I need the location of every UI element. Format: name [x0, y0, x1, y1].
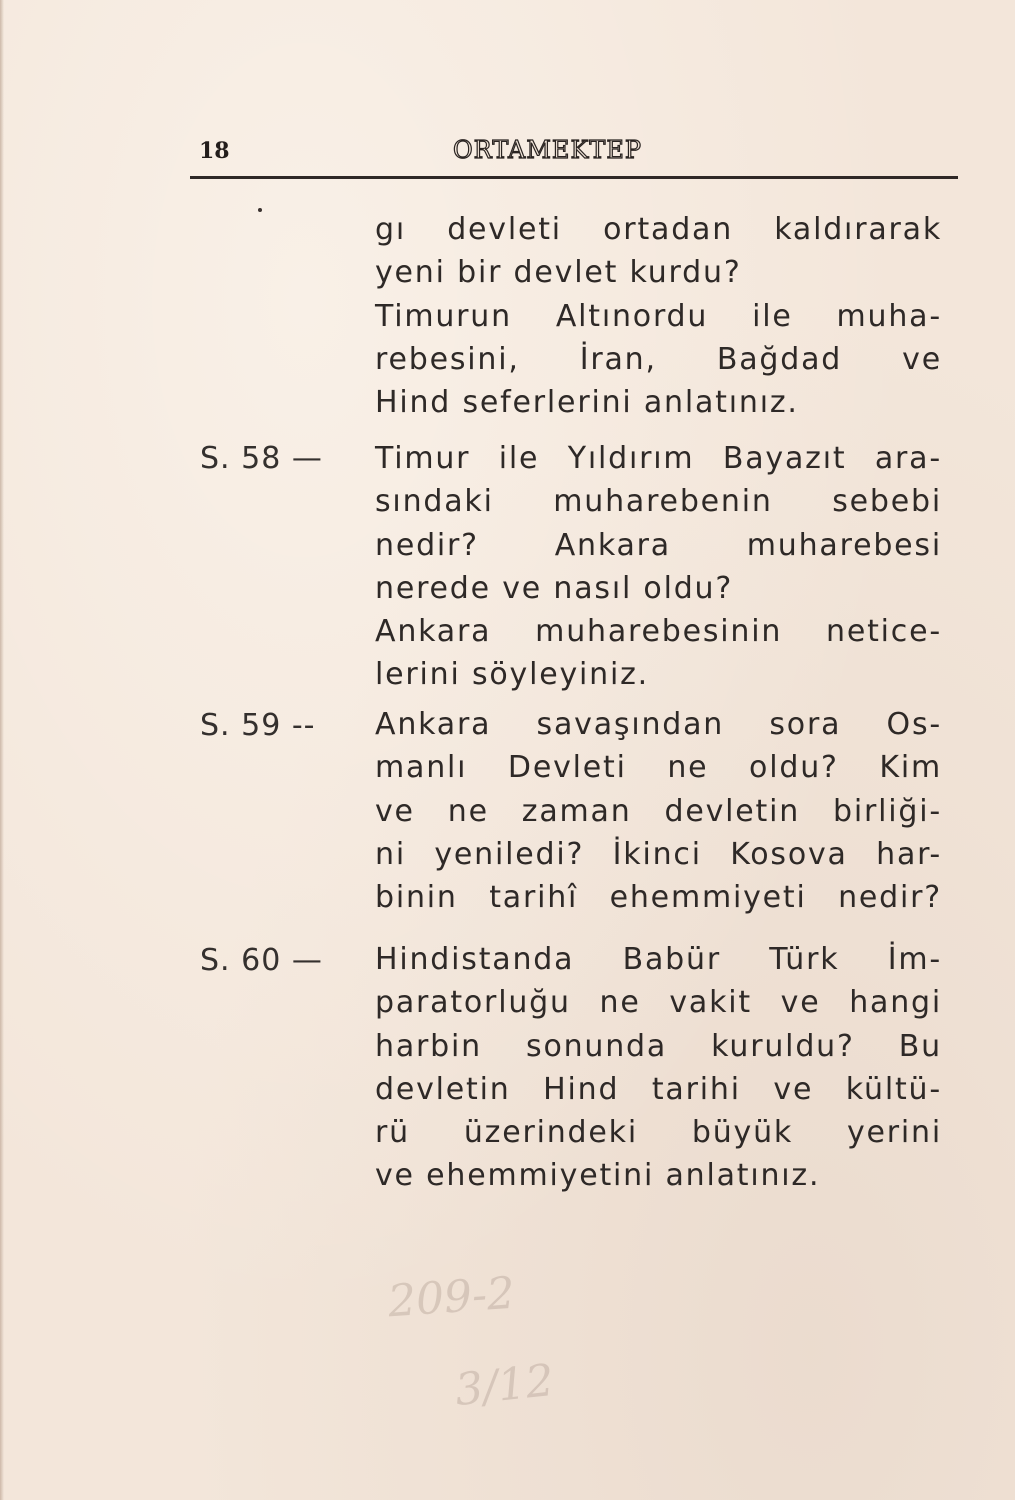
text-line: ni yeniledi? İkinci Kosova har- — [375, 836, 942, 872]
text-line: ve ne zaman devletin birliği- — [375, 793, 942, 829]
text-line: Timur ile Yıldırım Bayazıt ara- — [375, 441, 942, 476]
text-line: Ankara muharebesinin netice- — [375, 614, 942, 650]
text-line: harbin sonunda kuruldu? Bu — [375, 1028, 942, 1064]
text-line: sındaki muharebenin sebebi — [375, 484, 942, 520]
text-line: ve ehemmiyetini anlatınız. — [375, 1158, 821, 1194]
text-line: Hindistanda Babür Türk İm- — [375, 942, 942, 977]
text-line: gı devleti ortadan kaldırarak — [375, 212, 942, 247]
ink-speck — [258, 208, 262, 212]
continuation-text — [375, 208, 942, 424]
text-line: Timurun Altınordu ile muha- — [375, 298, 942, 334]
text-line: binin tarihî ehemmiyeti nedir? — [375, 880, 942, 916]
question-text-59 — [375, 703, 942, 919]
question-number-60: S. 60 — — [200, 943, 323, 978]
text-line: nedir? Ankara muharebesi — [375, 527, 942, 563]
question-text-58 — [375, 437, 942, 697]
question-number-58: S. 58 — — [200, 441, 323, 476]
text-line: paratorluğu ne vakit ve hangi — [375, 985, 942, 1021]
header-rule — [190, 176, 958, 179]
handwritten-note: 209-2 — [386, 1267, 517, 1328]
text-line: nerede ve nasıl oldu? — [375, 570, 734, 606]
text-line: devletin Hind tarihi ve kültü- — [375, 1071, 942, 1107]
text-line: lerini söyleyiniz. — [375, 657, 649, 693]
question-number-59: S. 59 -- — [200, 708, 316, 743]
running-title: ORTAMEKTEP — [453, 136, 643, 164]
page-number: 18 — [199, 138, 230, 164]
text-line: Hind seferlerini anlatınız. — [375, 385, 799, 421]
text-line: rebesini, İran, Bağdad ve — [375, 341, 942, 377]
text-line: rü üzerindeki büyük yerini — [375, 1115, 942, 1151]
handwritten-note: 3/12 — [452, 1354, 557, 1417]
question-text-60 — [375, 938, 942, 1198]
text-line: Ankara savaşından sora Os- — [375, 707, 942, 742]
page-edge-shadow — [0, 0, 4, 1500]
text-line: yeni bir devlet kurdu? — [375, 255, 742, 291]
text-line: manlı Devleti ne oldu? Kim — [375, 750, 942, 786]
